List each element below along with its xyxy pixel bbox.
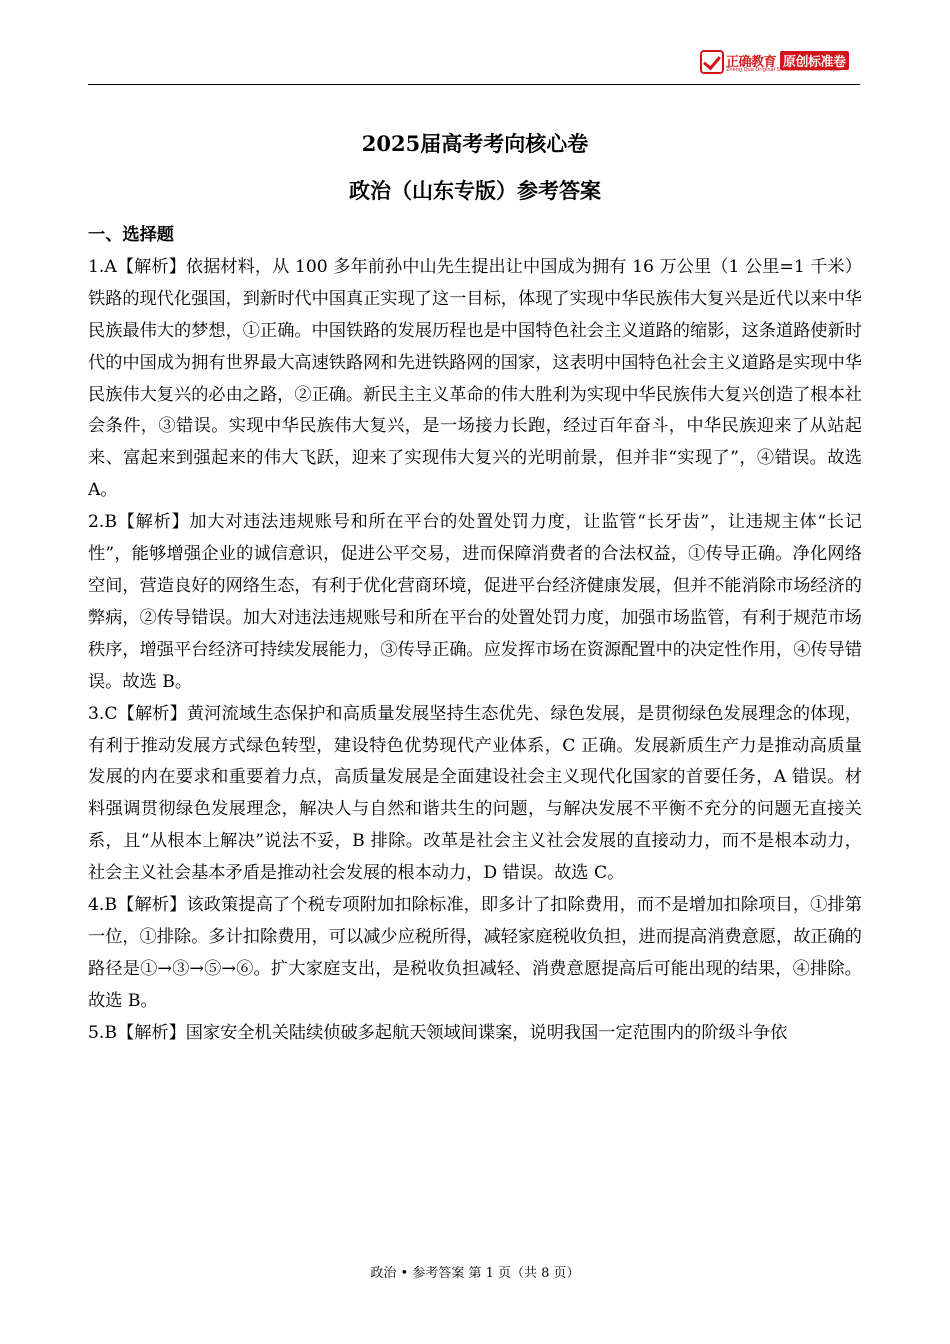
answer-paragraph-3: 3.C【解析】黄河流域生态保护和高质量发展坚持生态优先、绿色发展，是贯彻绿色发展理念的体现，有利于推动发展方式绿色转型，建设特色优势现代产业体系，C 正确。发展新质生产力是推动高质量发展的内在要求和重要着力点，高质量发展是全面建设社会主义现代化国家的首要任务，A 错误。材料强调贯彻绿色发展理念，解决人与自然和谐共生的问题，与解决发展不平衡不充分的问题无直接关系，且“从根本上解决”说法不妥，B 排除。改革是社会主义社会发展的直接动力，而不是根本动力，社会主义社会基本矛盾是推动社会发展的根本动力，D 错误。故选 C。 — [88, 703, 862, 884]
answer-paragraph-2: 2.B【解析】加大对违法违规账号和所在平台的处置处罚力度，让监管“长牙齿”，让违规主体“长记性”，能够增强企业的诚信意识，促进公平交易，进而保障消费者的合法权益，①传导正确。净化网络空间，营造良好的网络生态，有利于优化营商环境，促进平台经济健康发展，但并不能消除市场经济的弊病，②传导错误。加大对违法违规账号和所在平台的处置处罚力度，加强市场监管，有利于规范市场秩序，增强平台经济可持续发展能力，③传导正确。应发挥市场在资源配置中的决定性作用，④传导错误。故选 B。 — [88, 512, 862, 692]
document-subtitle: 政治（山东专版）参考答案 — [349, 178, 601, 203]
page-footer: 政治 • 参考答案 第 1 页（共 8 页） — [370, 1266, 580, 1281]
answer-paragraph-5: 5.B【解析】国家安全机关陆续侦破多起航天领域间谍案，说明我国一定范围内的阶级斗争依 — [88, 1022, 788, 1043]
header-divider — [88, 84, 860, 85]
publisher-logo — [700, 50, 860, 76]
answer-content — [88, 220, 862, 1050]
answer-paragraph-1: 1.A【解析】依据材料，从 100 多年前孙中山先生提出让中国成为拥有 16 万公里（1 公里=1 千米）铁路的现代化强国，到新时代中国真正实现了这一目标，体现了实现中华民族伟大复兴是近代以来中华民族最伟大的梦想，①正确。中国铁路的发展历程也是中国特色社会主义道路的缩影，这条道路使新时代的中国成为拥有世界最大高速铁路网和先进铁路网的国家，这表明中国特色社会主义道路是实现中华民族伟大复兴的必由之路，②正确。新民主主义革命的伟大胜利为实现中华民族伟大复兴创造了根本社会条件，③错误。实现中华民族伟大复兴，是一场接力长跑，经过百年奋斗，中华民族迎来了从站起来、富起来到强起来的伟大飞跃，迎来了实现伟大复兴的光明前景，但并非“实现了”，④错误。故选 A。 — [88, 256, 862, 501]
logo-text: 正确教育 原创标准卷 — [726, 51, 849, 70]
logo-box: 原创标准卷 — [780, 51, 849, 70]
logo-tagline: Zheng Que Original Standardized Exam Paper — [726, 67, 841, 73]
answer-paragraph-4: 4.B【解析】该政策提高了个税专项附加扣除标准，即多计了扣除费用，而不是增加扣除项目，①排第一位，①排除。多计扣除费用，可以减少应税所得，减轻家庭税收负担，进而提高消费意愿，故正确的路径是①→③→⑤→⑥。扩大家庭支出，是税收负担减轻、消费意愿提高后可能出现的结果，④排除。故选 B。 — [88, 895, 862, 1011]
section-heading: 一、选择题 — [88, 225, 174, 245]
checkmark-icon — [700, 50, 724, 74]
document-title: 2025届高考考向核心卷 — [361, 131, 589, 156]
